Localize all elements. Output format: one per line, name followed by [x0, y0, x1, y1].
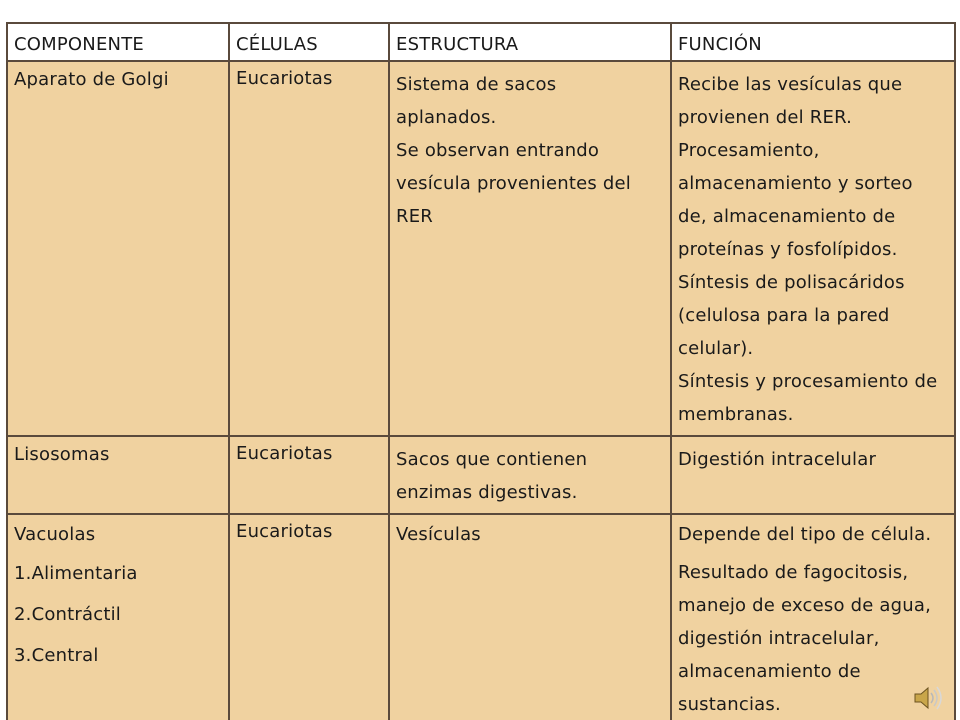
funcion-line: de, almacenamiento de	[678, 206, 896, 227]
estructura-line: aplanados.	[396, 107, 497, 128]
funcion-line: (celulosa para la pared	[678, 305, 890, 326]
cell-celulas	[229, 514, 389, 720]
funcion-line: Digestión intracelular	[678, 449, 877, 470]
componente-line: Vacuolas	[14, 524, 96, 545]
header-estructura: ESTRUCTURA	[389, 23, 671, 61]
estructura-line: enzimas digestivas.	[396, 482, 578, 503]
funcion-line: sustancias.	[678, 694, 781, 715]
celulas-text: Eucariotas	[236, 68, 333, 89]
estructura-line: Se observan entrando	[396, 140, 600, 161]
cell-componente	[7, 514, 229, 720]
cell-celulas	[229, 61, 389, 436]
cell-funcion	[671, 61, 955, 436]
table-row	[7, 61, 955, 436]
header-funcion: FUNCIÓN	[671, 23, 955, 61]
cell-componente	[7, 61, 229, 436]
funcion-line: digestión intracelular,	[678, 628, 880, 649]
funcion-line: manejo de exceso de agua,	[678, 595, 932, 616]
funcion-line: Síntesis y procesamiento de	[678, 371, 938, 392]
cell-celulas	[229, 436, 389, 514]
componente-text: Aparato de Golgi	[14, 69, 169, 90]
table-row	[7, 436, 955, 514]
celulas-text: Eucariotas	[236, 521, 333, 542]
funcion-line: Recibe las vesículas que	[678, 74, 903, 95]
celulas-text: Eucariotas	[236, 443, 333, 464]
organelle-table	[6, 22, 956, 720]
funcion-line: Depende del tipo de célula.	[678, 524, 932, 545]
funcion-line: Resultado de fagocitosis,	[678, 562, 909, 583]
cell-componente	[7, 436, 229, 514]
componente-line: 2.Contráctil	[14, 604, 122, 625]
cell-estructura	[389, 436, 671, 514]
funcion-line: almacenamiento y sorteo	[678, 173, 913, 194]
componente-text: Lisosomas	[14, 444, 110, 465]
estructura-line: Sacos que contienen	[396, 449, 588, 470]
funcion-line: Síntesis de polisacáridos	[678, 272, 905, 293]
header-celulas: CÉLULAS	[229, 23, 389, 61]
funcion-line: almacenamiento de	[678, 661, 861, 682]
cell-estructura	[389, 61, 671, 436]
table-row	[7, 514, 955, 720]
funcion-line: proteínas y fosfolípidos.	[678, 239, 898, 260]
estructura-line: RER	[396, 206, 433, 227]
speaker-icon[interactable]	[912, 683, 942, 713]
componente-line: 1.Alimentaria	[14, 563, 138, 584]
cell-funcion	[671, 436, 955, 514]
table-header-row	[7, 23, 955, 61]
funcion-line: provienen del RER.	[678, 107, 853, 128]
funcion-line: Procesamiento,	[678, 140, 820, 161]
funcion-line: membranas.	[678, 404, 794, 425]
componente-line: 3.Central	[14, 645, 99, 666]
header-componente: COMPONENTE	[7, 23, 229, 61]
funcion-line: celular).	[678, 338, 754, 359]
estructura-line: vesícula provenientes del	[396, 173, 631, 194]
estructura-line: Vesículas	[396, 524, 481, 545]
cell-estructura	[389, 514, 671, 720]
estructura-line: Sistema de sacos	[396, 74, 557, 95]
